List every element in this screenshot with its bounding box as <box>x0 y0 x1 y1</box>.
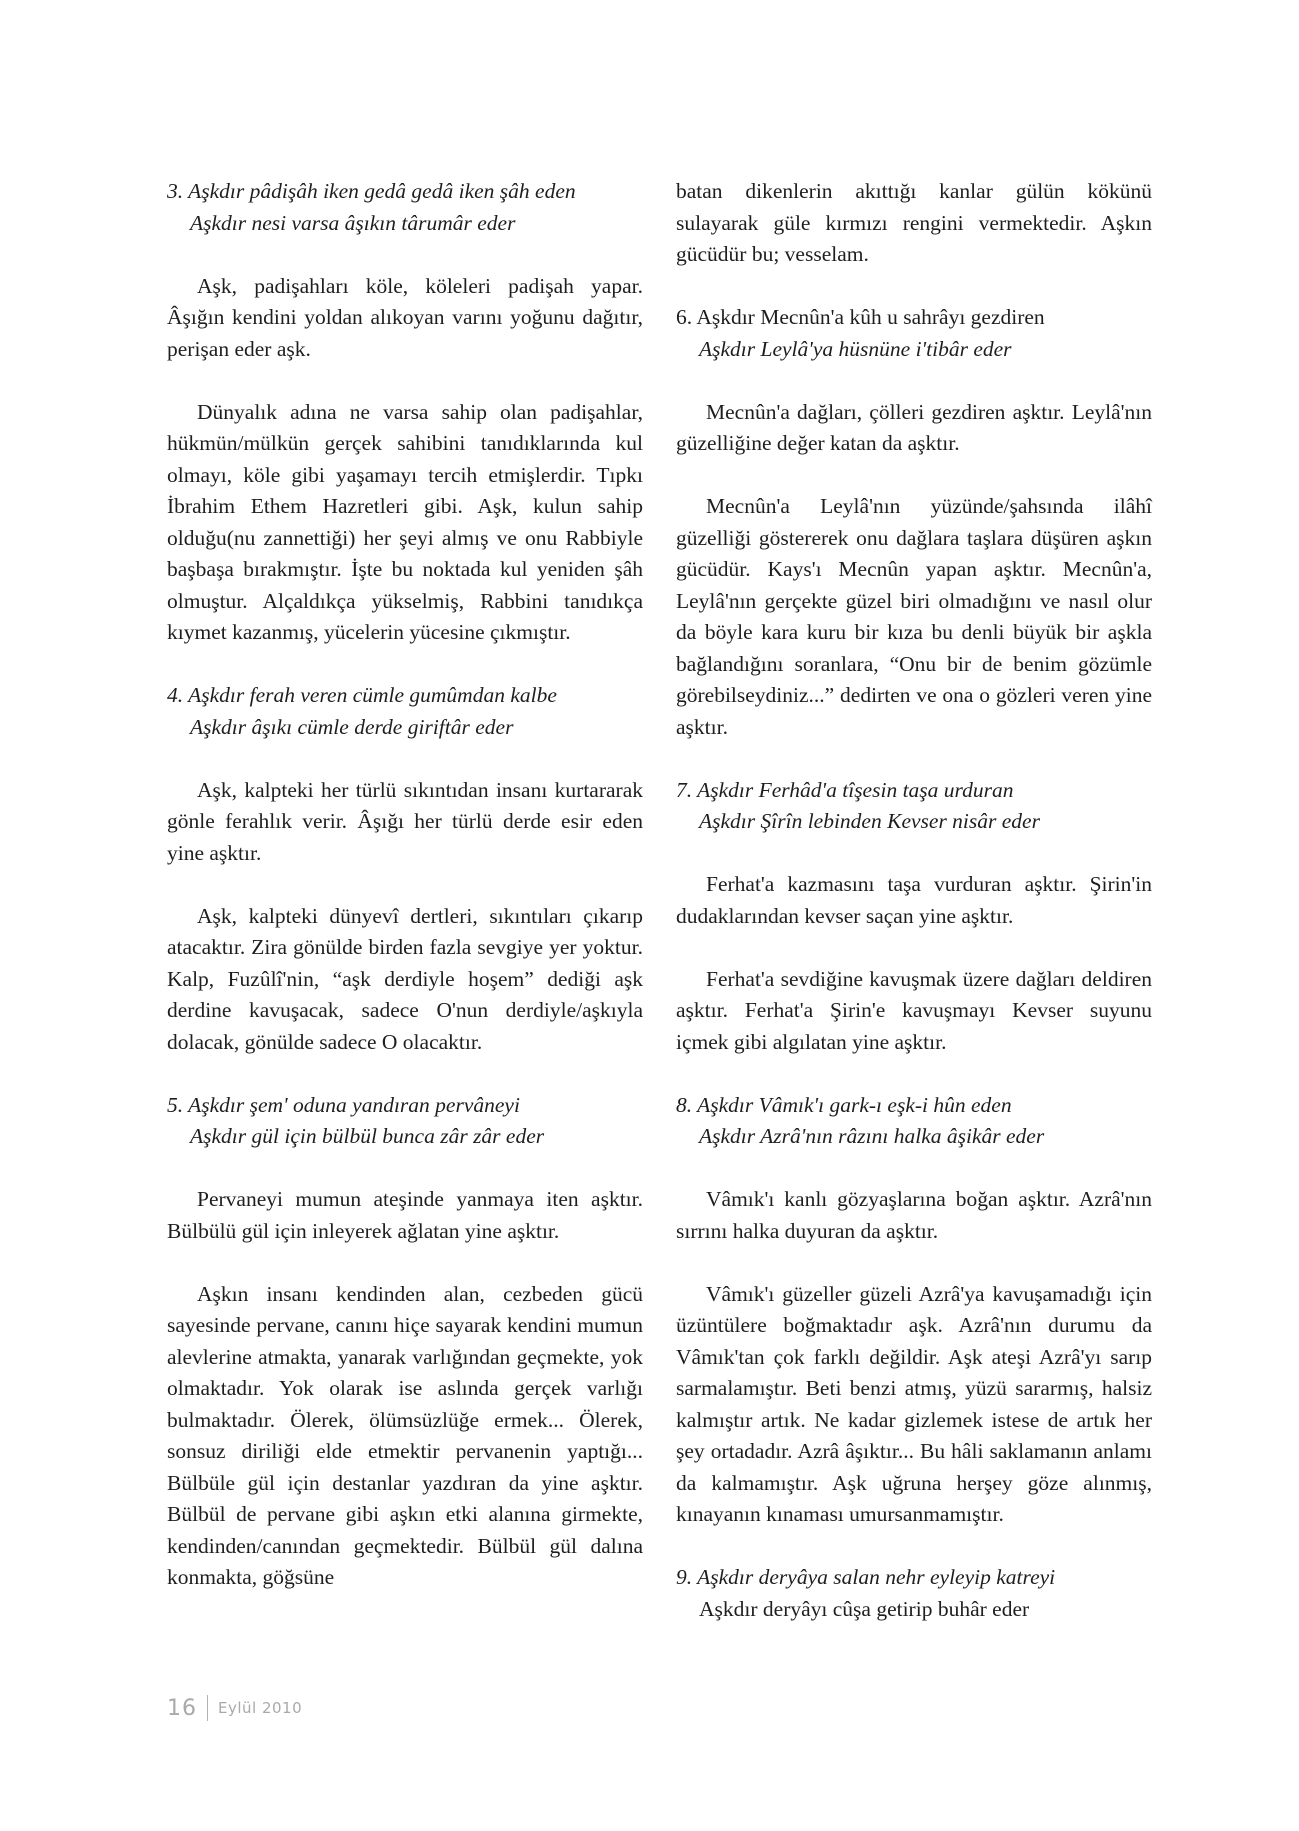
paragraph-gap <box>167 1247 643 1279</box>
body-paragraph: Dünyalık adına ne varsa sahip olan padişahlar, hükmün/mülkün gerçek sahibini tanıdıklarında kul olmayı, köle gibi yaşamayı tercih etmişlerdir. Tıpkı İbrahim Ethem Hazretleri gibi. Aşk, kulun sahip olduğu(nu zannettiği) her şeyi almış ve onu Rabbiyle başbaşa bırakmıştır. İşte bu noktada kul yeniden şâh olmuştur. Alçaldıkça yükselmiş, Rabbini tanıdıkça kıymet kazanmış, yücelerin yücesine çıkmıştır. <box>167 399 643 644</box>
body-paragraph: Ferhat'a kazmasını taşa vurduran aşktır. Şirin'in dudaklarından kevser saçan yine aşktır. <box>676 872 1152 928</box>
verse-couplet <box>676 1090 1152 1153</box>
body-paragraph: Aşk, kalpteki dünyevî dertleri, sıkıntıları çıkarıp atacaktır. Zira gönülde birden fazla sevgiye yer yoktur. Kalp, Fuzûlî'nin, “aşk derdiyle hoşem” dediği aşk derdine kavuşacak, sadece O'nun derdiyle/aşkıyla dolacak, gönülde sadece O olacaktır. <box>167 903 643 1054</box>
verse-couplet <box>676 302 1152 365</box>
body-paragraph: batan dikenlerin akıttığı kanlar gülün kökünü sulayarak güle kırmızı rengini vermektedir. Aşkın gücüdür bu; vesselam. <box>676 179 1152 266</box>
verse-line-2: Aşkdır gül için bülbül bunca zâr zâr eder <box>190 1124 545 1148</box>
verse-couplet <box>167 680 643 743</box>
verse-line-1: 8. Aşkdır Vâmık'ı gark-ı eşk-i hûn eden <box>676 1092 1012 1117</box>
paragraph-gap <box>676 743 1152 775</box>
verse-couplet <box>167 176 643 239</box>
verse-line-1: 7. Aşkdır Ferhâd'a tîşesin taşa urduran <box>676 777 1014 802</box>
issue-date: Eylül 2010 <box>218 1699 303 1717</box>
verse-line-2: Aşkdır deryâyı cûşa getirip buhâr eder <box>699 1596 1030 1621</box>
body-paragraph: Aşk, kalpteki her türlü sıkıntıdan insanı kurtararak gönle ferahlık verir. Âşığı her türlü derde esir eden yine aşktır. <box>167 777 643 865</box>
right-column <box>676 176 1152 1625</box>
footer-divider <box>207 1695 208 1721</box>
paragraph-gap <box>676 460 1152 492</box>
paragraph-gap <box>167 743 643 775</box>
body-paragraph: Mecnûn'a Leylâ'nın yüzünde/şahsında ilâhî güzelliği göstererek onu dağlara taşlara düşüren aşkın gücüdür. Kays'ı Mecnûn yapan aşktır. Mecnûn'a, Leylâ'nın gerçekte güzel biri olmadığını ve nasıl olur da böyle kara kuru bir kıza bu denli büyük bir aşkla bağlandığını soranlara, “Onu bir de benim gözümle görebilseydiniz...” dedirten ve ona o gözleri veren yine aşktır. <box>676 494 1152 739</box>
paragraph-gap <box>676 1531 1152 1563</box>
paragraph-gap <box>167 365 643 397</box>
paragraph-gap <box>676 1058 1152 1090</box>
body-paragraph: Vâmık'ı güzeller güzeli Azrâ'ya kavuşamadığı için üzüntülere boğmaktadır aşk. Azrâ'nın durumu da Vâmık'tan çok farklı değildir. Aşk ateşi Azrâ'yı sarıp sarmalamıştır. Beti benzi atmış, yüzü sararmış, halsiz kalmıştır artık. Ne kadar gizlemek istese de artık her şey ortadadır. Azrâ âşıktır... Bu hâli saklamanın anlamı da kalmamıştır. Aşk uğruna herşey göze alınmış, kınayanın kınaması umursanmamıştır. <box>676 1281 1152 1526</box>
verse-line-2: Aşkdır nesi varsa âşıkın târumâr eder <box>190 210 516 235</box>
body-paragraph: Aşkın insanı kendinden alan, cezbeden gücü sayesinde pervane, canını hiçe sayarak kendini mumun alevlerine atmakta, yanarak varlığından geçmekte, yok olmaktadır. Yok olarak ise aslında gerçek varlığı bulmaktadır. Ölerek, ölümsüzlüğe ermek... Ölerek, sonsuz diriliği elde etmektir pervanenin yaptığı... Bülbüle gül için destanlar yazdıran da yine aşktır. Bülbül de pervane gibi aşkın etki alanına girmekte, kendinden/canından geçmektedir. Bülbül gül dalına konmakta, göğsüne <box>167 1281 643 1589</box>
verse-line-2: Aşkdır âşıkı cümle derde giriftâr eder <box>190 714 514 739</box>
body-paragraph: Ferhat'a sevdiğine kavuşmak üzere dağları deldiren aşktır. Ferhat'a Şirin'e kavuşmayı Kevser suyunu içmek gibi algılatan yine aşktır. <box>676 966 1152 1054</box>
verse-line-1: 6. Aşkdır Mecnûn'a kûh u sahrâyı gezdiren <box>676 305 1045 329</box>
left-column <box>167 176 643 1594</box>
page-number: 16 <box>167 1695 197 1721</box>
verse-couplet <box>167 1090 643 1153</box>
paragraph-gap <box>676 271 1152 303</box>
paragraph-gap <box>167 1153 643 1185</box>
verse-line-2: Aşkdır Azrâ'nın râzını halka âşikâr eder <box>699 1124 1045 1148</box>
body-paragraph: Aşk, padişahları köle, köleleri padişah yapar. Âşığın kendini yoldan alıkoyan varını yoğunu dağıtır, perişan eder aşk. <box>167 273 643 361</box>
page-footer <box>167 1695 302 1721</box>
body-paragraph: Mecnûn'a dağları, çölleri gezdiren aşktır. Leylâ'nın güzelliğine değer katan da aşktır. <box>676 399 1152 455</box>
paragraph-gap <box>676 1247 1152 1279</box>
verse-line-1: 4. Aşkdır ferah veren cümle gumûmdan kalbe <box>167 683 557 707</box>
paragraph-gap <box>676 932 1152 964</box>
body-paragraph: Pervaneyi mumun ateşinde yanmaya iten aşktır. Bülbülü gül için inleyerek ağlatan yine aşktır. <box>167 1187 643 1243</box>
verse-line-2: Aşkdır Şîrîn lebinden Kevser nisâr eder <box>699 809 1040 833</box>
verse-couplet <box>676 1562 1152 1625</box>
paragraph-gap <box>167 869 643 901</box>
paragraph-gap <box>676 365 1152 397</box>
verse-couplet <box>676 775 1152 838</box>
verse-line-2: Aşkdır Leylâ'ya hüsnüne i'tibâr eder <box>699 336 1012 361</box>
paragraph-gap <box>167 649 643 681</box>
verse-line-1: 5. Aşkdır şem' oduna yandıran pervâneyi <box>167 1092 520 1117</box>
paragraph-gap <box>676 838 1152 870</box>
paragraph-gap <box>167 1058 643 1090</box>
body-paragraph: Vâmık'ı kanlı gözyaşlarına boğan aşktır. Azrâ'nın sırrını halka duyuran da aşktır. <box>676 1187 1152 1243</box>
paragraph-gap <box>676 1153 1152 1185</box>
verse-line-1: 3. Aşkdır pâdişâh iken gedâ gedâ iken şâh eden <box>167 179 576 203</box>
paragraph-gap <box>167 239 643 271</box>
verse-line-1: 9. Aşkdır deryâya salan nehr eyleyip katreyi <box>676 1565 1056 1589</box>
